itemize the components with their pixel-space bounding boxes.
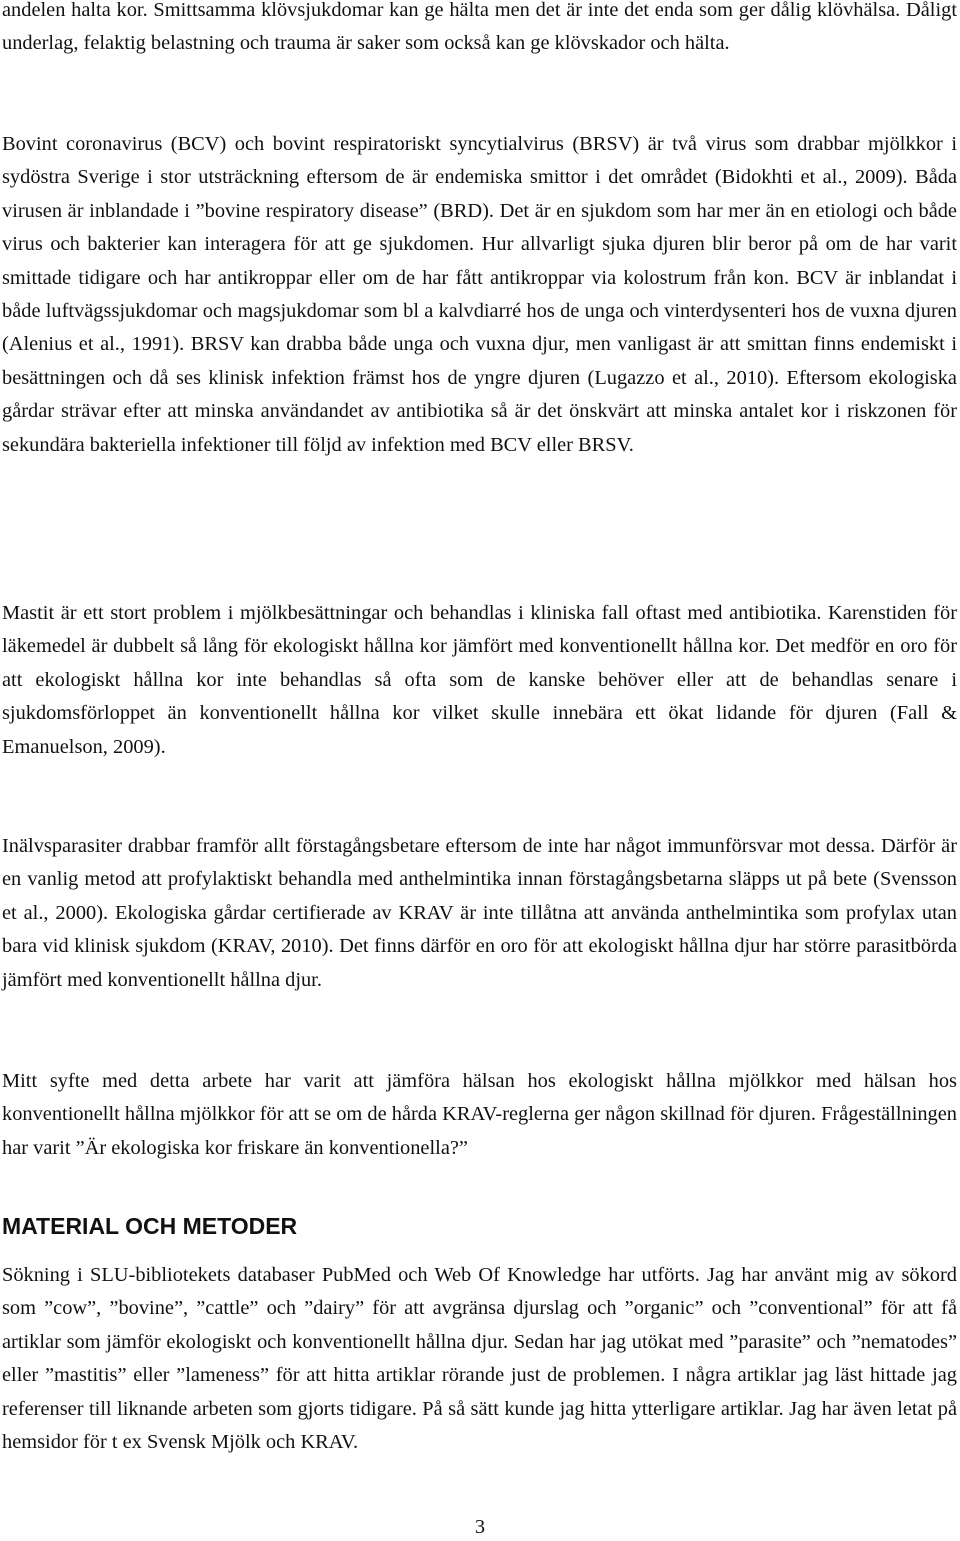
paragraph-lameness-intro: andelen halta kor. Smittsamma klövsjukdomar kan ge hälta men det är inte det enda som ger dålig klövhälsa. Dåligt underlag, felaktig belastning och trauma är saker som också kan ge klövskador och hälta. — [2, 0, 957, 55]
paragraph-parasites: Inälvsparasiter drabbar framför allt förstagångsbetare eftersom de inte har något immunförsvar mot dessa. Därför är en vanlig metod att profylaktiskt behandla med anthelmintika innan förstagångsbetarna släpps ut på bete (Svensson et al., 2000). Ekologiska gårdar certifierade av KRAV är inte tillåtna att använda anthelmintika som profylax utan bara vid klinisk sjukdom (KRAV, 2010). Det finns därför en oro för att ekologiskt hållna djur har större parasitbörda jämfört med konventionellt hållna djur. — [2, 835, 957, 991]
paragraph-mastitis: Mastit är ett stort problem i mjölkbesättningar och behandlas i kliniska fall oftast med antibiotika. Karenstiden för läkemedel är dubbelt så lång för ekologiskt hållna kor jämfört med konventionellt hållna kor. Det medför en oro för att ekologiskt hållna kor inte behandlas så ofta som de kanske behöver eller att de behandlas senare i sjukdomsförloppet än konventionellt hållna kor vilket skulle innebära ett ökat lidande för djuren (Fall & Emanuelson, 2009). — [2, 602, 957, 758]
page-number: 3 — [474, 1516, 486, 1538]
paragraph-bcv-brsv: Bovint coronavirus (BCV) och bovint respiratoriskt syncytialvirus (BRSV) är två virus som drabbar mjölkkor i sydöstra Sverige i stor utsträckning eftersom de är endemiska smittor i det området (Bidokhti et al., 2009). Båda virusen är inblandade i ”bovine respiratory disease” (BRD). Det är en sjukdom som har mer än en etiologi och både virus och bakterier kan interagera för att ge sjukdomen. Hur allvarligt sjuka djuren blir beror på om de har varit smittade tidigare och har antikroppar eller om de har fått antikroppar via kolostrum från kon. BCV är inblandat i både luftvägssjukdomar och magsjukdomar som bl a kalvdiarré hos de unga och vinterdysenteri hos de vuxna djuren (Alenius et al., 1991). BRSV kan drabba både unga och vuxna djur, men vanligast är att smittan finns endemiskt i besättningen och då ses klinisk infektion främst hos de yngre djuren (Lugazzo et al., 2010). Eftersom ekologiska gårdar strävar efter att minska användandet av antibiotika så är det önskvärt att minska antalet kor i riskzonen för sekundära bakteriella infektioner till följd av infektion med BCV eller BRSV. — [2, 133, 957, 456]
section-heading-material-methods: MATERIAL OCH METODER — [2, 1213, 298, 1239]
paragraph-purpose: Mitt syfte med detta arbete har varit att jämföra hälsan hos ekologiskt hållna mjölkkor med hälsan hos konventionellt hållna mjölkkor för att se om de hårda KRAV-reglerna ger någon skillnad för djuren. Frågeställningen har varit ”Är ekologiska kor friskare än konventionella?” — [2, 1070, 957, 1159]
paragraph-search-method: Sökning i SLU-bibliotekets databaser PubMed och Web Of Knowledge har utförts. Jag har använt mig av sökord som ”cow”, ”bovine”, ”cattle” och ”dairy” för att avgränsa djurslag och ”organic” och ”conventional” för att få artiklar som jämför ekologiskt och konventionellt hållna djur. Sedan har jag utökat med ”parasite” och ”nematodes” eller ”mastitis” eller ”lameness” för att hitta artiklar rörande just de problemen. I några artiklar jag läst hittade jag referenser till liknande arbeten som gjorts tidigare. På så sätt kunde jag hitta ytterligare artiklar. Jag har även letat på hemsidor för t ex Svensk Mjölk och KRAV. — [2, 1264, 957, 1454]
